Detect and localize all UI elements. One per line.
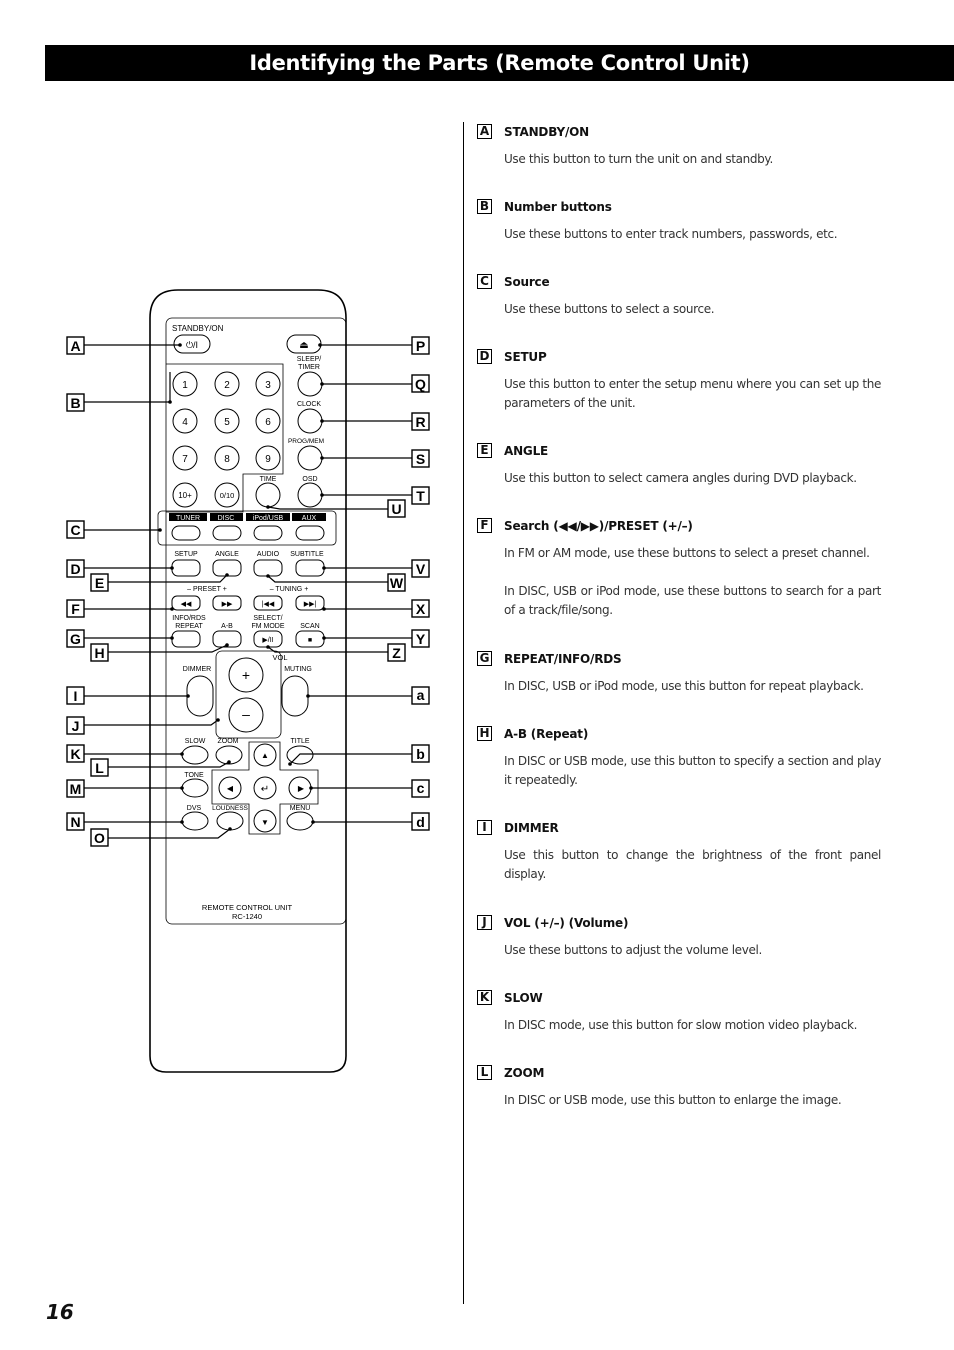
next-icon: ▶▶|	[303, 601, 317, 608]
digit-4: 4	[182, 417, 188, 428]
callout-c-lower: c	[416, 780, 425, 796]
callout-w: W	[389, 575, 404, 591]
sleep-button	[298, 372, 322, 396]
vol-up-icon: +	[241, 667, 251, 683]
column-divider	[463, 122, 464, 1304]
timer-label: TIMER	[298, 364, 320, 371]
entry-letter: A	[477, 124, 492, 139]
callout-m: M	[69, 781, 82, 797]
callout-j: J	[71, 718, 80, 734]
audio-button	[254, 560, 282, 576]
tuning-label: – TUNING +	[269, 586, 309, 593]
number-buttons	[173, 372, 280, 507]
preset-label: – PRESET +	[187, 586, 227, 593]
entry-title: REPEAT/INFO/RDS	[504, 652, 622, 666]
dimmer-label: DIMMER	[182, 666, 212, 673]
ab-label: A-B	[221, 623, 233, 630]
setup-button	[172, 560, 200, 576]
osd-button	[298, 483, 322, 507]
fm-mode-label: FM MODE	[251, 623, 285, 630]
entry-description: Use this button to enter the setup menu where you can set up the parameters of the unit.	[504, 377, 881, 410]
right-arrow-icon: ▶	[297, 784, 305, 793]
digit-10plus: 10+	[178, 491, 192, 500]
callout-c: C	[70, 522, 81, 538]
prog-button	[298, 446, 322, 470]
entry-letter: B	[477, 199, 492, 214]
digit-6: 6	[265, 417, 271, 428]
stop-icon: ■	[307, 637, 313, 644]
repeat-button	[172, 631, 200, 647]
enter-icon: ↵	[260, 784, 270, 795]
digit-5: 5	[224, 417, 230, 428]
prev-icon: |◀◀	[261, 601, 275, 608]
remote-control-diagram	[0, 0, 463, 1100]
entry-letter: H	[477, 726, 492, 741]
callout-f: F	[71, 601, 80, 617]
entry-title: SLOW	[504, 991, 543, 1005]
callout-a-lower: a	[416, 687, 425, 703]
up-arrow-icon: ▲	[261, 751, 269, 760]
source-disc-button	[213, 526, 241, 540]
entry-description: Use this button to change the brightness of the front panel display.	[504, 848, 881, 881]
time-button	[256, 483, 280, 507]
tone-label: TONE	[184, 772, 204, 779]
setup-label: SETUP	[174, 551, 198, 558]
slow-label: SLOW	[184, 738, 206, 745]
select-label: SELECT/	[253, 615, 283, 622]
entry-description: Use these buttons to adjust the volume level.	[504, 943, 762, 957]
sleep-label: SLEEP/	[296, 356, 322, 363]
digit-1: 1	[182, 380, 188, 391]
callout-h: H	[94, 645, 105, 661]
source-aux-label: AUX	[301, 515, 317, 522]
entry-letter: G	[477, 651, 492, 666]
source-aux-button	[296, 526, 324, 540]
prog-label: PROG/MEM	[287, 438, 325, 445]
entry-letter: D	[477, 349, 492, 364]
subtitle-label: SUBTITLE	[290, 551, 324, 558]
eject-icon: ⏏	[299, 340, 309, 351]
digit-3: 3	[265, 380, 271, 391]
entry-title: STANDBY/ON	[504, 125, 589, 139]
time-label: TIME	[259, 476, 277, 483]
callout-v: V	[415, 561, 426, 577]
info-label: INFO/RDS	[172, 615, 206, 622]
callout-z: Z	[392, 645, 401, 661]
callout-g: G	[70, 631, 81, 647]
source-ipod-button	[254, 526, 282, 540]
left-arrow-icon: ◀	[226, 784, 234, 793]
power-icon: ⏻/I	[185, 340, 199, 350]
menu-button	[287, 812, 313, 830]
callout-b: B	[70, 395, 81, 411]
slow-button	[182, 746, 208, 764]
callout-u: U	[391, 501, 402, 517]
title-label: TITLE	[290, 738, 310, 745]
digit-2: 2	[224, 380, 230, 391]
callout-i: I	[73, 688, 78, 704]
dvs-button	[182, 812, 208, 830]
callout-k: K	[70, 746, 81, 762]
source-tuner-label: TUNER	[175, 515, 201, 522]
muting-button	[282, 676, 308, 716]
entry-description: Use these buttons to select a source.	[504, 302, 715, 316]
scan-label: SCAN	[300, 623, 320, 630]
vol-down-icon: –	[242, 706, 250, 722]
subtitle-button	[296, 560, 324, 576]
down-arrow-icon: ▼	[261, 818, 269, 827]
entry-letter: I	[477, 820, 492, 835]
zoom-label: ZOOM	[217, 738, 239, 745]
callout-o: O	[94, 830, 105, 846]
entry-description: In DISC, USB or iPod mode, use this button for repeat playback.	[504, 679, 864, 693]
entry-letter: L	[477, 1065, 492, 1080]
entry-title: Source	[504, 275, 550, 289]
digit-0-10: 0/10	[219, 491, 235, 500]
repeat-label: REPEAT	[175, 623, 203, 630]
play-pause-icon: ▶/II	[262, 637, 274, 644]
callout-l: L	[95, 760, 104, 776]
entry-title: ANGLE	[504, 444, 549, 458]
muting-label: MUTING	[284, 666, 312, 673]
menu-label: MENU	[289, 805, 311, 812]
entry-description: In DISC or USB mode, use this button to enlarge the image.	[504, 1093, 842, 1107]
loudness-label: LOUDNESS	[212, 805, 248, 812]
callout-n: N	[70, 814, 81, 830]
callout-s: S	[415, 451, 426, 467]
callout-q: Q	[415, 376, 426, 392]
clock-label: CLOCK	[296, 401, 322, 408]
title-button	[287, 746, 313, 764]
dvs-label: DVS	[186, 805, 202, 812]
digit-8: 8	[224, 454, 230, 465]
angle-label: ANGLE	[215, 551, 239, 558]
entry-description: In FM or AM mode, use these buttons to select a preset channel. In DISC, USB or iPod mode, use these buttons to search for a part of a track/file/song.	[504, 546, 881, 617]
entry-title: Search (◀◀/▶▶)/PRESET (+/–)	[504, 519, 693, 533]
callout-b-lower: b	[416, 746, 425, 762]
source-tuner-button	[172, 526, 200, 540]
callout-r: R	[415, 414, 426, 430]
digit-9: 9	[265, 454, 271, 465]
callout-e: E	[94, 575, 105, 591]
entry-letter: J	[477, 915, 492, 930]
callout-d-lower: d	[416, 814, 425, 830]
vol-label: VOL	[272, 653, 288, 662]
entry-title: DIMMER	[504, 821, 559, 835]
entry-description: In DISC or USB mode, use this button to specify a section and play it repeatedly.	[504, 754, 881, 787]
source-disc-label: DISC	[217, 515, 235, 522]
model-number: RC-1240	[231, 912, 263, 921]
entry-description: In DISC mode, use this button for slow motion video playback.	[504, 1018, 858, 1032]
entry-description: Use this button to turn the unit on and standby.	[504, 152, 773, 166]
callout-a: A	[70, 338, 81, 354]
callout-x: X	[415, 601, 426, 617]
callout-t: T	[416, 488, 425, 504]
entry-description: Use this button to select camera angles during DVD playback.	[504, 471, 857, 485]
entry-title: ZOOM	[504, 1066, 545, 1080]
callout-y: Y	[415, 631, 426, 647]
digit-7: 7	[182, 454, 188, 465]
callout-p: P	[415, 338, 426, 354]
entry-title: VOL (+/–) (Volume)	[504, 916, 629, 930]
entry-description: Use these buttons to enter track numbers, passwords, etc.	[504, 227, 838, 241]
entry-letter: E	[477, 443, 492, 458]
dimmer-button	[187, 676, 213, 716]
entry-letter: K	[477, 990, 492, 1005]
standby-label: STANDBY/ON	[172, 324, 224, 333]
osd-label: OSD	[302, 476, 318, 483]
tone-button	[182, 779, 208, 797]
entry-title: A-B (Repeat)	[504, 727, 589, 741]
audio-label: AUDIO	[256, 551, 280, 558]
fastforward-icon: ▶▶	[221, 601, 233, 608]
page-number: 16	[46, 1300, 74, 1324]
source-ipod-label: iPod/USB	[252, 515, 284, 522]
entry-letter: F	[477, 518, 492, 533]
entry-title: Number buttons	[504, 200, 612, 214]
callout-d: D	[70, 561, 81, 577]
page-title: Identifying the Parts (Remote Control Unit)	[249, 51, 750, 75]
entry-letter: C	[477, 274, 492, 289]
volume-frame	[216, 651, 281, 738]
model-label: REMOTE CONTROL UNIT	[201, 903, 293, 912]
rewind-icon: ◀◀	[180, 601, 192, 608]
entry-title: SETUP	[504, 350, 547, 364]
clock-button	[298, 409, 322, 433]
